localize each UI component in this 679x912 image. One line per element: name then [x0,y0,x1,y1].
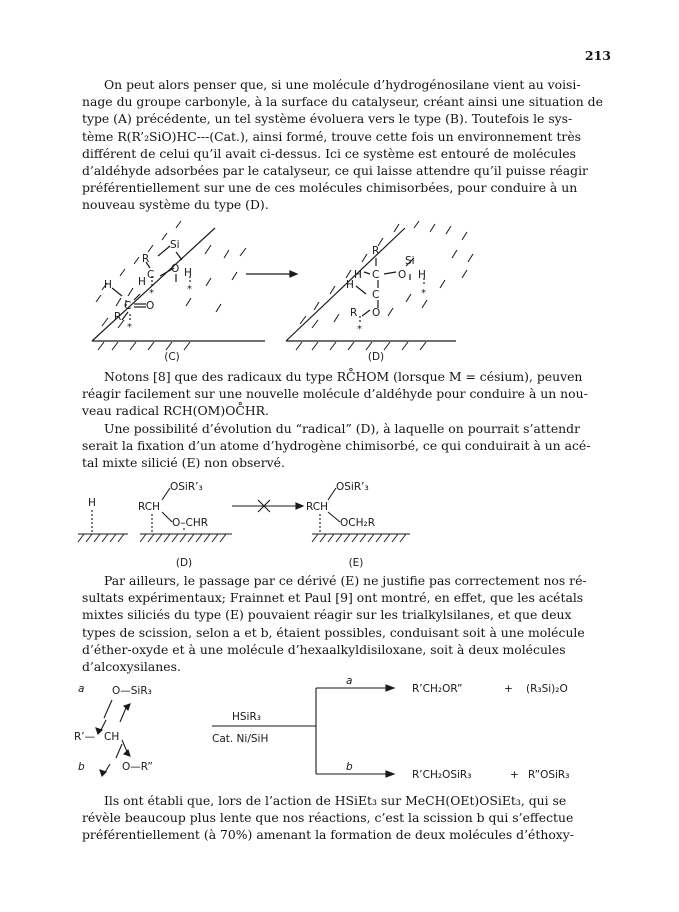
atom-si: Si [170,239,180,251]
atom-r: R [350,307,358,319]
atom-o: O [146,300,155,312]
atom-si: Si [405,255,415,267]
atom-h: H [138,276,146,288]
text-line: nouveau système du type (D). [82,197,269,213]
paragraph-2 [82,368,602,420]
arrow-label-b: b [346,761,353,773]
r-prime-group: R’— [74,731,96,743]
paragraph-1 [82,76,602,214]
substituent-osir3: OSiR’₃ [170,481,203,493]
radical-star: * [149,288,154,299]
text-line: d’alcoxysilanes. [82,659,181,675]
rch-group: RCH [306,501,328,513]
text-line: tème R(R’₂SiO)HC---(Cat.), ainsi formé, trouve cette fois un environnement très [82,128,582,144]
text-line: nage du groupe carbonyle, à la surface du catalyseur, créant ainsi une situation de [82,94,603,110]
substituent-osir3: OSiR’₃ [336,481,369,493]
o-r-group: O—R” [122,761,153,773]
text-line: mixtes siliciés du type (E) pouvaient réagir sur les trialkylsilanes, et que deux [82,607,572,623]
rch-group: RCH [138,501,160,513]
paragraph-3 [82,420,602,472]
radical-star: * [421,288,426,299]
figure-label-d: (D) [367,351,385,363]
text-line: Par ailleurs, le passage par ce dérivé (E) ne justifie pas correctement nos ré- [104,573,587,588]
substituent-ochr: O–CHR [172,517,209,529]
text-line: type (A) précédente, un tel système évoluera vers le type (B). Toutefois le sys- [82,111,573,127]
text-line: serait la fixation d’un atome d’hydrogène chimisorbé, ce qui conduirait à un acé- [82,438,591,454]
paragraph-4 [82,572,602,675]
atom-h: H [346,279,354,291]
product-alkoxysilane-1: R’CH₂OSiR₃ [412,769,472,781]
atom-c: C [372,289,380,301]
text-line: différent de celui qu’il avait ci-dessus. Ici ce système est entouré de molécules [82,145,576,161]
reagent-label: HSiR₃ [232,711,261,723]
radical-star: * [127,322,132,333]
arrow-label-a: a [346,678,353,687]
text-line: d’éther-oxyde et à une molécule d’hexaalkyldisiloxane, soit à deux molécules [82,641,566,657]
atom-h: H [184,267,192,279]
text-line: types de scission, selon a et b, étaient possibles, conduisant soit à une molécule [82,624,585,640]
text-line: préférentiellement (à 70%) amenant la formation de deux molécules d’éthoxy- [82,827,574,843]
page-number: 213 [584,48,611,63]
atom-h: H [104,279,112,291]
text-line: révèle beaucoup plus lente que nos réactions, c’est la scission b qui s’effectue [82,810,574,826]
figure-label-e: (E) [348,557,364,569]
o-sir3-group: O—SiR₃ [112,685,152,697]
atom-c: C [124,300,132,312]
radical-star: * [357,324,362,335]
text-line: sultats expérimentaux; Frainnet et Paul [9] ont montré, en effet, que les acétals [82,590,584,606]
figure-label-d: (D) [175,557,193,569]
atom-r: R [114,311,122,323]
ch-group: CH [104,731,120,743]
path-label-b: b [78,761,85,773]
product-disiloxane: (R₃Si)₂O [526,683,568,695]
acetal-figure [0,472,679,572]
text-line: préférentiellement sur une de ces molécules chimisorbées, pour conduire à un [82,180,578,196]
radical-star: * [187,284,192,295]
atom-c: C [372,269,380,281]
text-line: réagir facilement sur une nouvelle molécule d’aldéhyde pour conduire à un nou- [82,386,588,402]
text-line: d’aldéhyde adsorbées par le catalyseur, ce qui laisse attendre qu’il puisse réagir [82,163,588,179]
atom-h: H [418,269,426,281]
product-ether: R’CH₂OR” [412,683,463,695]
substituent-och2r: OCH₂R [340,517,375,529]
atom-o: O [171,263,180,275]
plus-sign: + [504,683,513,695]
text-line: tal mixte silicié (E) non observé. [82,455,285,471]
atom-h: H [88,497,96,509]
atom-r: R [372,245,380,257]
surface-reaction-figure [0,216,679,364]
product-alkoxysilane-2: R”OSiR₃ [528,769,570,781]
text-line: Une possibilité d’évolution du “radical” (D), à laquelle on pourrait s’attendr [104,421,580,436]
atom-h: H [354,269,362,281]
text-line: On peut alors penser que, si une molécule d’hydrogénosilane vient au voisi- [104,77,581,92]
text-line: Ils ont établi que, lors de l’action de HSiEt₃ sur MeCH(OEt)OSiEt₃, qui se [104,793,567,808]
atom-o: O [372,307,381,319]
scission-figure [0,678,679,786]
atom-o: O [398,269,407,281]
figure-label-c: (C) [164,351,180,363]
paragraph-5 [82,792,602,844]
path-label-a: a [78,683,85,695]
atom-c: C [147,269,155,281]
text-line: Notons [8] que des radicaux du type RC̊HOM (lorsque M = césium), peuven [104,369,583,384]
catalyst-label: Cat. Ni/SiH [212,733,269,745]
plus-sign: + [510,769,519,781]
text-line: veau radical RCH(OM)OC̊HR. [82,403,269,419]
atom-r: R [142,253,150,265]
